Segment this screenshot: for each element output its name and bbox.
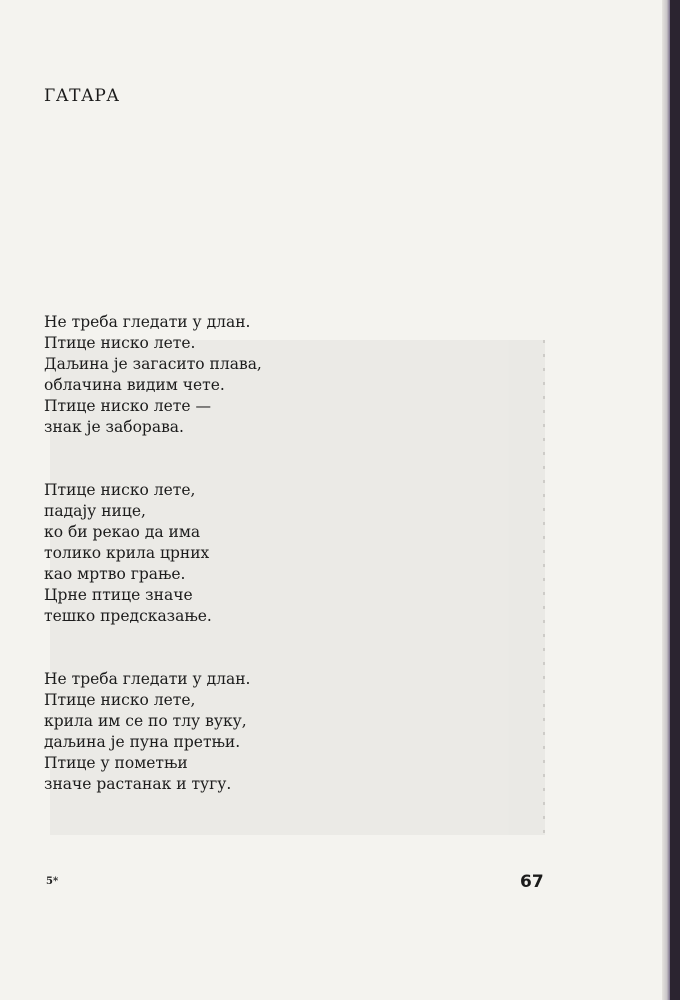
poem-title: ГАТАРА [44, 86, 120, 106]
poem-line: крила им се по тлу вуку, [44, 712, 247, 730]
poem-line: ко би рекао да има [44, 523, 201, 541]
poem-line: облачина видим чете. [44, 376, 225, 394]
poem-line: Птице ниско лете — [44, 397, 211, 415]
poem-line: као мртво грање. [44, 565, 186, 583]
printer-signature-mark: 5* [46, 876, 59, 887]
page-edge [662, 0, 670, 1000]
stanza-2 [44, 480, 464, 627]
poem-line: Не треба гледати у длан. [44, 670, 251, 688]
page-number: 67 [520, 872, 544, 892]
poem-line: Птице ниско лете. [44, 334, 196, 352]
poem-line: тешко предсказање. [44, 607, 212, 625]
stanza-1 [44, 312, 464, 438]
poem-line: Црне птице значе [44, 586, 193, 604]
stanza-3 [44, 669, 464, 795]
poem-line: толико крила црних [44, 544, 210, 562]
poem-line: значе растанак и тугу. [44, 775, 232, 793]
poem-line: даљина је пуна претњи. [44, 733, 241, 751]
poem-line: Даљина је загасито плава, [44, 355, 262, 373]
poem-line: Не треба гледати у длан. [44, 313, 251, 331]
poem-line: Птице ниско лете, [44, 481, 196, 499]
poem-line: Птице у пометњи [44, 754, 188, 772]
poem-line: Птице ниско лете, [44, 691, 196, 709]
poem-body [44, 312, 464, 837]
poem-line: падају нице, [44, 502, 146, 520]
poem-line: знак је заборава. [44, 418, 184, 436]
